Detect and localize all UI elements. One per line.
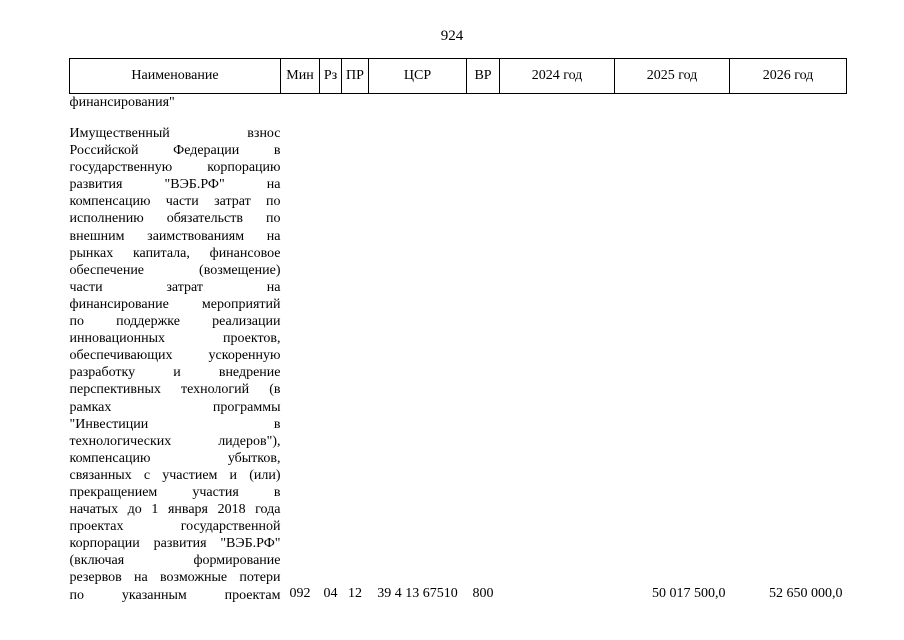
cell-min: 092 <box>289 585 311 601</box>
header-2025: 2025 год <box>615 59 730 94</box>
page-number: 924 <box>440 28 464 44</box>
row-name-line: резервов на возможные потери <box>69 570 281 586</box>
row-name-line: Российской Федерации в <box>69 143 281 159</box>
row-name-line: (включая формирование <box>69 553 281 569</box>
row-name-line: государственную корпорацию <box>69 160 281 176</box>
table-row <box>70 111 847 604</box>
budget-table <box>69 58 847 604</box>
cell-2025: 50 017 500,0 <box>652 585 726 601</box>
row-name-line: компенсацию убытков, <box>69 450 281 466</box>
row-name-line: развития "ВЭБ.РФ" на <box>69 177 281 193</box>
cell-2026: 52 650 000,0 <box>769 585 843 601</box>
continuation-text: финансирования" <box>69 95 175 110</box>
header-csr: ЦСР <box>369 59 467 94</box>
row-name-line: по поддержке реализации <box>69 314 281 330</box>
cell-csr: 39 4 13 67510 <box>377 585 458 601</box>
row-name-line: технологических лидеров"), <box>69 433 281 449</box>
header-vr: ВР <box>467 59 500 94</box>
row-name-line: корпорации развития "ВЭБ.РФ" <box>69 536 281 552</box>
row-name-line: разработку и внедрение <box>69 365 281 381</box>
header-pr: ПР <box>342 59 369 94</box>
header-rz: Рз <box>320 59 342 94</box>
header-2026: 2026 год <box>730 59 847 94</box>
row-name-line: Имущественный взнос <box>69 126 281 141</box>
row-name-line: внешним заимствованиям на <box>69 228 281 244</box>
cell-vr: 800 <box>472 585 494 601</box>
header-min: Мин <box>281 59 320 94</box>
row-name-line: прекращением участия в <box>69 484 281 500</box>
cell-pr: 12 <box>348 585 362 601</box>
row-name-line: перспективных технологий (в <box>69 382 281 398</box>
table-row <box>70 94 847 112</box>
row-name-line: по указанным проектам <box>69 587 281 603</box>
cell-2024 <box>500 111 615 604</box>
row-name-line: обеспечивающих ускоренную <box>69 348 281 364</box>
row-name-line: инновационных проектов, <box>69 331 281 347</box>
row-name-line: рынках капитала, финансовое <box>69 245 281 261</box>
row-name-line: обеспечение (возмещение) <box>69 262 281 278</box>
row-name-line: проектах государственной <box>69 519 281 535</box>
row-name <box>70 111 281 604</box>
row-name-line: части затрат на <box>69 279 281 295</box>
row-name-line: финансирование мероприятий <box>69 296 281 312</box>
row-name-line: компенсацию части затрат по <box>69 194 281 210</box>
row-name-line: рамках программы <box>69 399 281 415</box>
cell-rz: 04 <box>323 585 338 601</box>
row-name-line: "Инвестиции в <box>69 416 281 432</box>
header-name: Наименование <box>70 59 281 94</box>
row-name-line: начатых до 1 января 2018 года <box>69 502 281 518</box>
row-name-line: связанных с участием и (или) <box>69 467 281 483</box>
header-2024: 2024 год <box>500 59 615 94</box>
table-header-row <box>70 59 847 94</box>
row-name-line: исполнению обязательств по <box>69 211 281 227</box>
